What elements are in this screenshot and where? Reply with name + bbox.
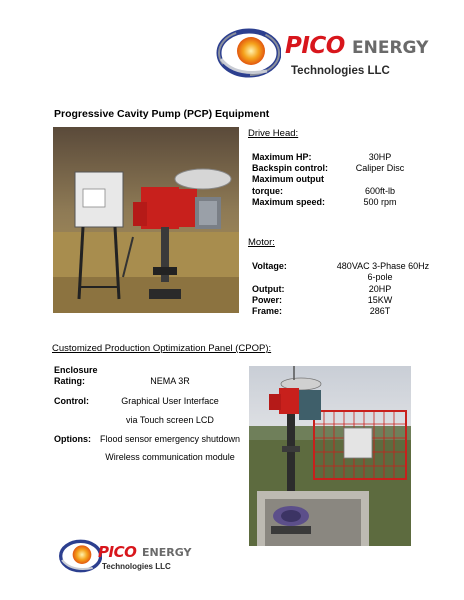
logo-swirl-icon — [215, 25, 281, 81]
cpop-label: Rating: — [54, 376, 85, 386]
logo-swirl-icon — [58, 537, 102, 575]
drive-head-photo — [53, 127, 239, 313]
spec-value: 6-pole — [367, 272, 393, 282]
spec-label: Voltage: — [252, 261, 287, 271]
spec-value: 600ft-lb — [364, 186, 396, 196]
header-brand-energy: ENERGY — [352, 38, 429, 58]
spec-value: 15KW — [367, 295, 393, 305]
motor-heading: Motor: — [248, 237, 275, 248]
footer-brand-energy: ENERGY — [142, 546, 192, 559]
spec-label: Frame: — [252, 306, 283, 316]
footer-logo — [58, 537, 198, 579]
footer-brand-sub: Technologies LLC — [102, 562, 171, 571]
cpop-value: Wireless communication module — [105, 452, 235, 462]
header-logo — [215, 25, 429, 85]
spec-label: Maximum output — [252, 174, 324, 184]
spec-label: torque: — [252, 186, 283, 196]
spec-label: Backspin control: — [252, 163, 329, 173]
spec-value: 480VAC 3-Phase 60Hz — [336, 261, 430, 271]
cpop-value: Flood sensor emergency shutdown — [99, 434, 241, 444]
spec-label: Maximum speed: — [252, 197, 326, 207]
spec-value: 286T — [369, 306, 391, 316]
spec-value: 20HP — [368, 284, 392, 294]
cpop-value: NEMA 3R — [150, 376, 190, 386]
cpop-label: Control: — [54, 396, 89, 406]
spec-label: Output: — [252, 284, 285, 294]
footer-brand-pico: PICO — [98, 543, 137, 561]
cpop-site-photo — [249, 366, 411, 546]
cpop-heading: Customized Production Optimization Panel (CPOP): — [52, 343, 272, 354]
cpop-label: Options: — [54, 434, 91, 444]
cpop-value: Graphical User Interface — [121, 396, 219, 406]
header-brand-pico: PICO — [285, 33, 345, 59]
spec-value: Caliper Disc — [355, 163, 405, 173]
drive-head-heading: Drive Head: — [248, 128, 299, 139]
spec-value: 30HP — [368, 152, 392, 162]
header-brand-sub: Technologies LLC — [291, 65, 390, 77]
cpop-label: Enclosure — [54, 365, 98, 375]
cpop-value: via Touch screen LCD — [126, 415, 214, 425]
spec-label: Power: — [252, 295, 283, 305]
page-title: Progressive Cavity Pump (PCP) Equipment — [54, 108, 270, 120]
spec-value: 500 rpm — [363, 197, 397, 207]
spec-label: Maximum HP: — [252, 152, 312, 162]
